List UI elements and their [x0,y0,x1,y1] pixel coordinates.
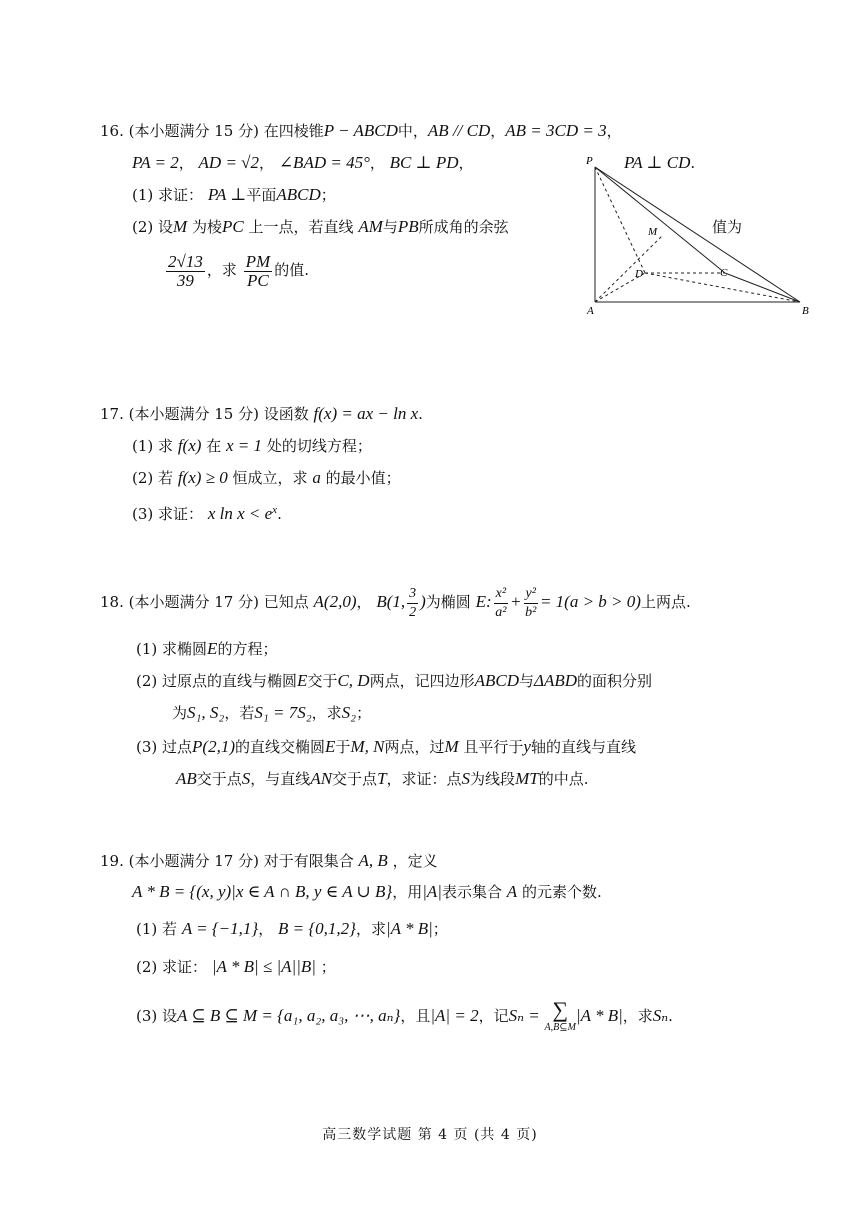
label-D: D [635,268,643,280]
problem-19-line-2: A * B = {(x, y)|x ∈ A ∩ B, y ∈ A ∪ B}，用|A|表示集合 A 的元素个数. [132,882,602,901]
pyramid-figure [580,155,820,320]
fraction-pm-pc: $\frac{PM}{PC}$ [245,251,271,290]
label-B: B [802,305,809,317]
problem-16-line-2: PA = 2， AD = √2， ∠BAD = 45°， BC ⊥ PD， [132,153,474,172]
edge-PC [595,167,725,273]
problem-18-q3: (3) 过点P(2,1)的直线交椭圆E于M, N两点，过M 且平行于y轴的直线与直线 [136,737,636,756]
fraction-3-2: $\frac{3}{2}$ [409,585,417,620]
problem-18-q1: (1) 求椭圆E的方程； [136,639,278,658]
segment-AM [595,236,662,302]
label-A: A [587,305,594,317]
label-C: C [720,267,728,279]
problem-16-q1: (1) 求证： PA ⊥平面ABCD； [132,185,336,204]
problem-19-line-1: 19. (本小题满分 17 分) 对于有限集合 A, B ，定义 [100,851,438,870]
problem-16-line-2-tail: PA ⊥ CD. [624,153,696,172]
problem-17-q2: (2) 若 f(x) ≥ 0 恒成立，求 a 的最小值； [132,468,401,487]
problem-17-line-1: 17. (本小题满分 15 分) 设函数 f(x) = ax − ln x. [100,404,423,423]
problem-18-q2-line-2: 为S₁, S₂，若S₁ = 7S₂，求S₂； [172,703,372,722]
problem-16-q2: (2) 设M 为棱PC 上一点，若直线 AM与PB所成角的余弦 [132,217,509,236]
problem-18-q3-line-2: AB交于点S，与直线AN交于点T，求证：点S为线段MT的中点. [176,769,589,788]
summation-symbol: ∑ A,B⊆M [544,997,576,1033]
problem-16-line-1: 16. (本小题满分 15 分) 在四棱锥P − ABCD中，AB // CD，AB = 3CD = 3， [100,121,622,140]
problem-19-q2: (2) 求证： |A * B| ≤ |A||B| ； [136,957,336,976]
problem-19-q1: (1) 若 A = {−1,1}， B = {0,1,2}，求|A * B|； [136,919,448,938]
fraction-cosine: $\frac{2√13}{39}$ [168,251,203,290]
page-footer: 高三数学试题 第 4 页 (共 4 页) [322,1127,538,1143]
problem-17-q3: (3) 求证： x $\ln x < e^x$. [132,504,282,523]
edge-PB [595,167,800,302]
problem-19-q3: (3) 设A ⊆ B ⊆ M = {a₁, a₂, a₃, ⋯, aₙ}，且|A| = 2，记Sₙ = ∑ A,B⊆M |A * B|，求Sₙ. [136,997,673,1033]
problem-17-q1: (1) 求 f(x) 在 x = 1 处的切线方程； [132,436,372,455]
fraction-x2-a2: $\frac{\text{x²}}{\text{a²}}$ [495,585,507,620]
label-P: P [586,155,593,167]
problem-16-q2-tail: 值为 [712,218,743,236]
problem-16-q2-line-2: $\frac{2√13}{39}$ ，求 $\frac{PM}{PC}$ 的值. [168,251,309,290]
fraction-y2-b2: $\frac{\text{y²}}{\text{b²}}$ [525,585,537,620]
problem-18-line-1: 18. (本小题满分 17 分) 已知点 A(2,0)， B(1, $\frac{3}{2}$ )为椭圆 E: $\frac{\text{x²}}{\text{a²}}$ + $\frac{\text{y²}}{\text{b²}}$ = 1(a > b > 0)上两点. [100,585,691,620]
problem-18-q2: (2) 过原点的直线与椭圆E交于C, D两点，记四边形ABCD与ΔABD的面积分别 [136,671,653,690]
label-M: M [648,226,658,238]
